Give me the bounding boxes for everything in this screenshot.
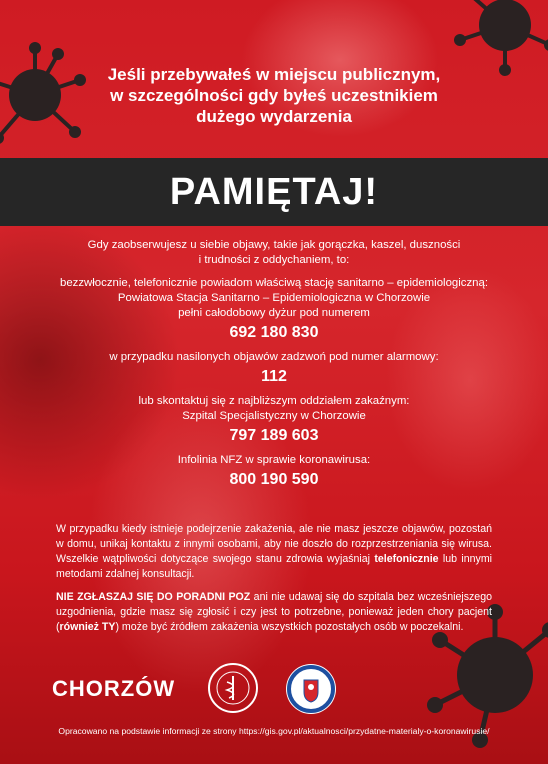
paragraph1-text-2: lub innymi metodami zdalnej konsultacji.: [56, 553, 492, 580]
source-footer: Opracowano na podstawie informacji ze strony https://gis.gov.pl/aktualnosci/przydatne-materialy-o-koronawirusie/: [58, 726, 490, 736]
emergency-phone: 112: [261, 368, 287, 385]
headline-line-1: Jeśli przebywałeś w miejscu publicznym,: [107, 65, 441, 84]
intro-line-2: i trudności z oddychaniem, to:: [198, 254, 350, 266]
paragraph2-text-1: ani nie udawaj się do szpitala bez wcześniejszego uzgodnienia, gdzie masz się zgłosić i czy jest to potrzebne, ponieważ jeden chory pacjent (: [56, 591, 492, 633]
paragraph2-bold-2: również TY: [59, 621, 116, 633]
nfz-phone: 800 190 590: [229, 471, 319, 488]
hospital-seal-icon: [207, 662, 259, 714]
paragraph-poz-warning: [56, 590, 492, 635]
sanepid-line-1: bezzwłocznie, telefonicznie powiadom właściwą stację sanitarno – epidemiologiczną:: [59, 277, 488, 289]
contact-info: [40, 238, 508, 489]
intro-line-1: Gdy zaobserwujesz u siebie objawy, takie jak gorączka, kaszel, duszności: [87, 239, 461, 251]
banner: [0, 158, 548, 226]
nfz-line: Infolinia NFZ w sprawie koronawirusa:: [177, 454, 371, 466]
hospital-line-2: Szpital Specjalistyczny w Chorzowie: [182, 410, 366, 422]
sanepid-line-2: Powiatowa Stacja Sanitarno – Epidemiologiczna w Chorzowie: [117, 292, 431, 304]
chorzow-logo: CHORZÓW: [52, 676, 176, 701]
headline: [0, 64, 548, 127]
paragraph2-bold-1: NIE ZGŁASZAJ SIĘ DO PORADNI POZ: [56, 591, 251, 603]
sanepid-line-3: pełni całodobowy dyżur pod numerem: [178, 307, 370, 319]
headline-line-3: dużego wydarzenia: [196, 107, 352, 126]
headline-line-2: w szczególności gdy byłeś uczestnikiem: [110, 86, 438, 105]
paragraph-home-isolation: [56, 522, 492, 582]
sanepid-seal-icon: [284, 662, 338, 716]
hospital-phone: 797 189 603: [229, 427, 319, 444]
emergency-line: w przypadku nasilonych objawów zadzwoń pod numer alarmowy:: [109, 351, 439, 363]
paragraph1-bold: telefonicznie: [374, 553, 439, 565]
paragraph1-text-1: W przypadku kiedy istnieje podejrzenie zakażenia, ale nie masz jeszcze objawów, pozostań w domu, unikaj kontaktu z innymi osobami, aby nie doszło do rozprzestrzeniania się wirusa. Wszelkie wątpliwości dotyczące swojego stanu zdrowia wyjaśniaj: [56, 523, 492, 565]
hospital-line-1: lub skontaktuj się z najbliższym oddziałem zakaźnym:: [138, 395, 410, 407]
paragraph2-text-2: ) może być źródłem zakażenia wszystkich pozostałych osób w poczekalni.: [115, 621, 464, 633]
sanepid-phone: 692 180 830: [229, 324, 319, 341]
banner-title: PAMIĘTAJ!: [169, 170, 379, 213]
